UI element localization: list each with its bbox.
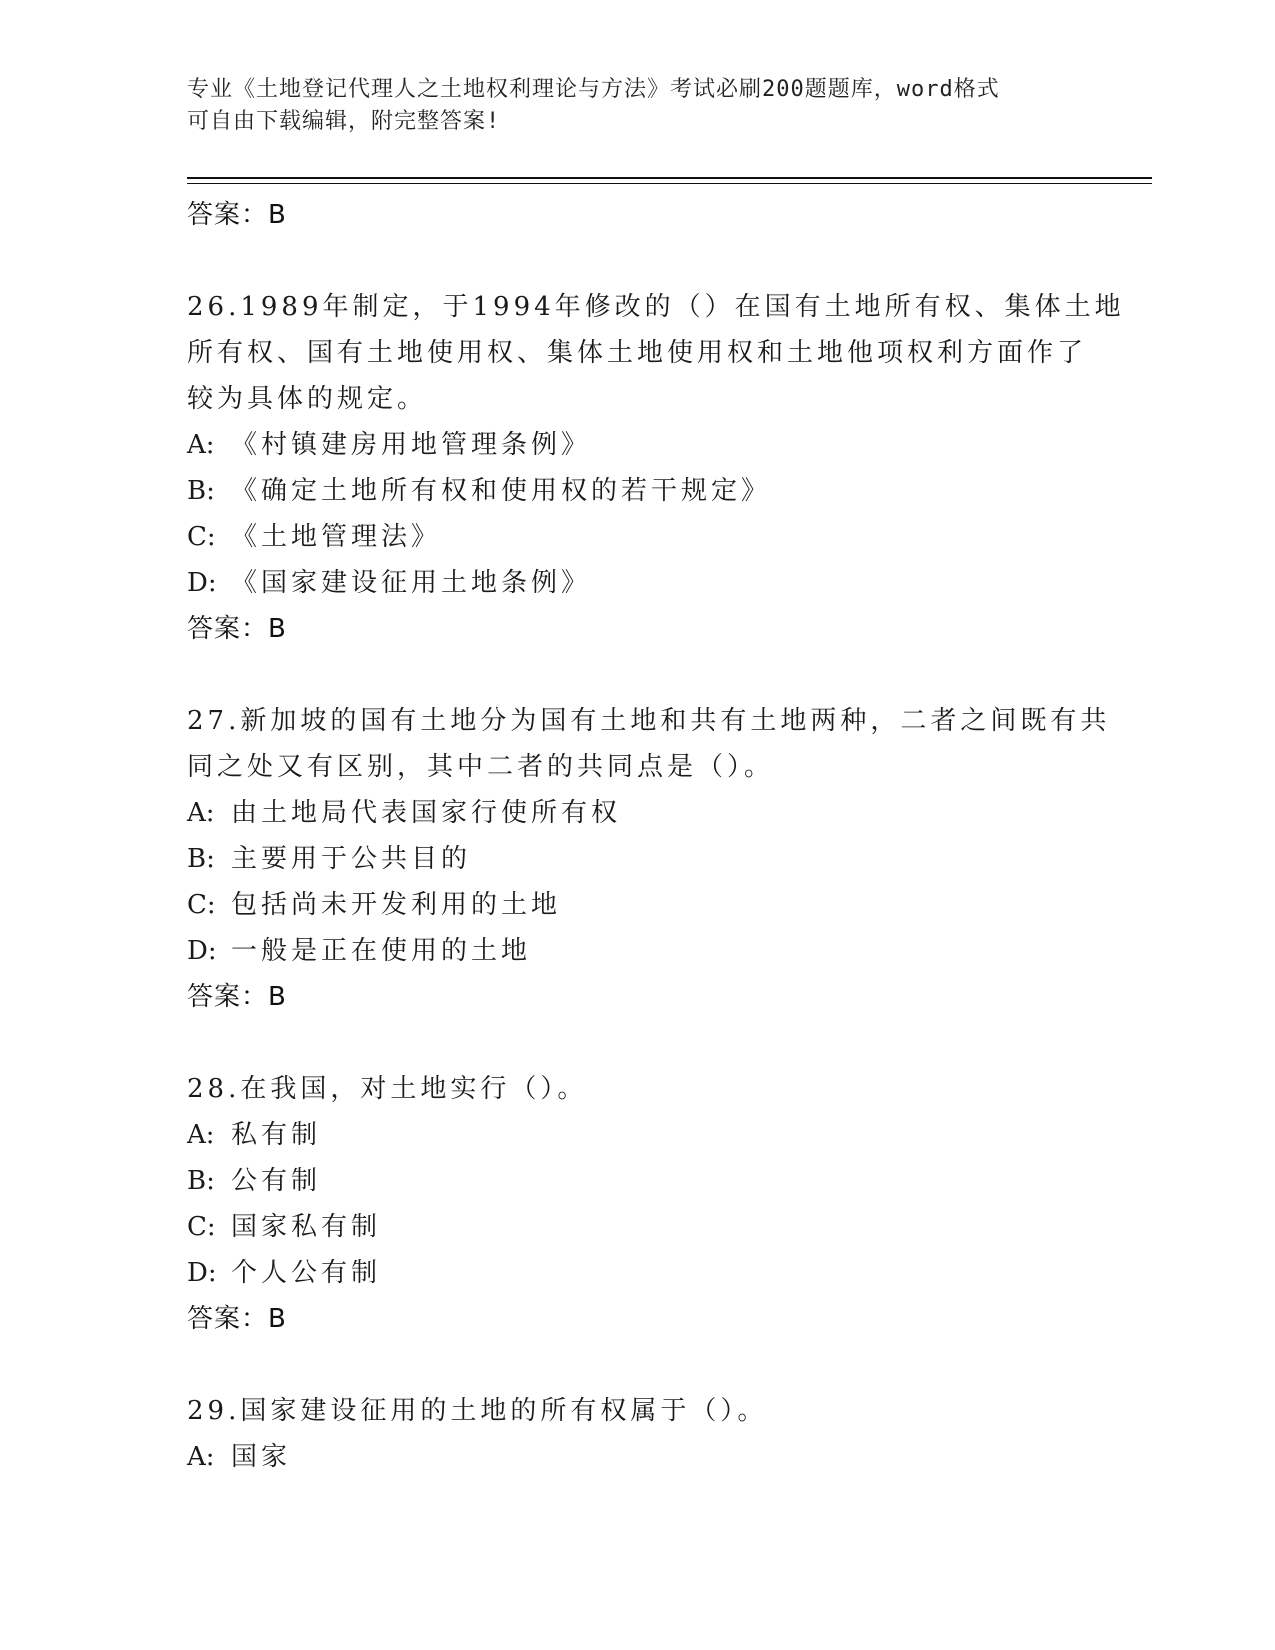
stem-line: 所有权、国有土地使用权、集体土地使用权和土地他项权利方面作了	[187, 338, 1088, 368]
stem-line: 26.1989年制定，于1994年修改的（）在国有土地所有权、集体土地	[187, 292, 1125, 322]
option-text: 个人公有制	[231, 1258, 382, 1288]
option-key: C:	[187, 890, 216, 920]
stem-line: 29.国家建设征用的土地的所有权属于（）。	[187, 1396, 768, 1426]
answer-line: 答案：B	[187, 982, 287, 1012]
question-27	[187, 698, 1111, 1020]
header-line-2: 可自由下载编辑，附完整答案!	[187, 109, 501, 134]
option-c	[187, 514, 1087, 560]
question-29	[187, 1388, 1087, 1480]
option-text: 《国家建设征用土地条例》	[231, 568, 592, 598]
option-a	[187, 1112, 1087, 1158]
option-b	[187, 1158, 1087, 1204]
option-key: D:	[187, 1258, 217, 1288]
option-a	[187, 790, 1087, 836]
spacer	[187, 652, 1087, 698]
option-text: 主要用于公共目的	[231, 844, 472, 874]
question-stem	[187, 1066, 1087, 1112]
option-c	[187, 882, 1087, 928]
option-b	[187, 468, 1087, 514]
option-key: A:	[187, 1120, 215, 1150]
option-text: 《村镇建房用地管理条例》	[231, 430, 592, 460]
option-text: 《确定土地所有权和使用权的若干规定》	[231, 476, 772, 506]
stem-line: 较为具体的规定。	[187, 384, 428, 414]
option-key: D:	[187, 936, 217, 966]
header-rule-thick	[187, 177, 1152, 179]
option-key: B:	[187, 844, 215, 874]
stem-line: 27.新加坡的国有土地分为国有土地和共有土地两种，二者之间既有共	[187, 706, 1111, 736]
option-text: 私有制	[231, 1120, 322, 1150]
option-key: A:	[187, 430, 215, 460]
option-b	[187, 836, 1087, 882]
question-28	[187, 1066, 1087, 1342]
answer-line: 答案：B	[187, 614, 287, 644]
option-key: A:	[187, 1442, 215, 1472]
option-text: 包括尚未开发利用的土地	[231, 890, 562, 920]
header-line-1: 专业《土地登记代理人之土地权利理论与方法》考试必刷200题题库，word格式	[187, 77, 1000, 102]
option-key: C:	[187, 1212, 216, 1242]
option-text: 公有制	[231, 1166, 322, 1196]
option-key: D:	[187, 568, 217, 598]
question-stem	[187, 698, 1111, 790]
answer-line: 答案：B	[187, 1304, 287, 1334]
option-key: B:	[187, 476, 215, 506]
option-key: B:	[187, 1166, 215, 1196]
option-a	[187, 422, 1087, 468]
option-key: A:	[187, 798, 215, 828]
header-rule-thin	[187, 183, 1152, 184]
page-header	[187, 74, 1067, 138]
option-text: 国家	[231, 1442, 292, 1472]
option-text: 由土地局代表国家行使所有权	[231, 798, 622, 828]
option-text: 《土地管理法》	[231, 522, 442, 552]
question-list	[187, 192, 1125, 1480]
spacer	[187, 1020, 1087, 1066]
previous-answer: 答案：B	[187, 200, 287, 230]
option-text: 一般是正在使用的土地	[231, 936, 532, 966]
option-text: 国家私有制	[231, 1212, 382, 1242]
option-d	[187, 1250, 1087, 1296]
option-d	[187, 928, 1087, 974]
stem-line: 同之处又有区别，其中二者的共同点是（）。	[187, 752, 775, 782]
question-stem	[187, 1388, 1087, 1434]
option-c	[187, 1204, 1087, 1250]
option-key: C:	[187, 522, 216, 552]
question-stem	[187, 284, 1125, 422]
option-d	[187, 560, 1087, 606]
stem-line: 28.在我国，对土地实行（）。	[187, 1074, 588, 1104]
question-26	[187, 284, 1125, 652]
spacer	[187, 238, 1087, 284]
option-a	[187, 1434, 1087, 1480]
spacer	[187, 1342, 1087, 1388]
